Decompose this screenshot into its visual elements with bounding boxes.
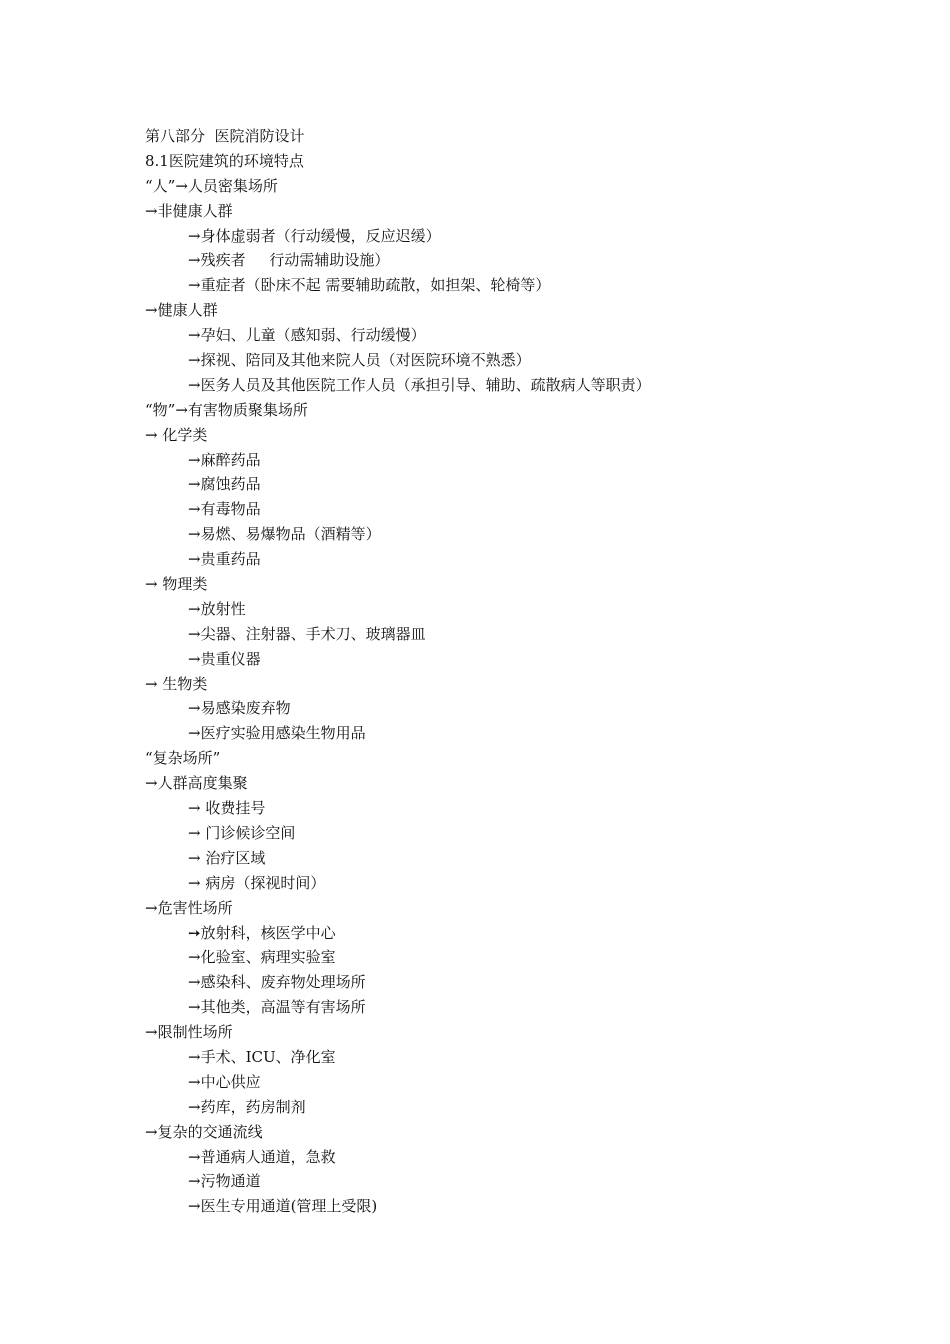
outline-subitem: →重症者（卧床不起 需要辅助疏散，如担架、轮椅等） [188, 276, 551, 295]
outline-item: →健康人群 [145, 301, 218, 320]
outline-subitem: →化验室、病理实验室 [188, 948, 336, 967]
outline-subitem: →身体虚弱者（行动缓慢，反应迟缓） [188, 226, 441, 245]
outline-subitem: →尖器、注射器、手术刀、玻璃器皿 [188, 624, 426, 643]
document-body [145, 124, 905, 1219]
outline-item: →复杂的交通流线 [145, 1122, 263, 1141]
outline-subitem: →有毒物品 [188, 500, 261, 519]
outline-item: “复杂场所” [145, 749, 221, 768]
outline-item: “人”→人员密集场所 [145, 176, 278, 195]
outline-subitem: →医生专用通道(管理上受限) [188, 1197, 378, 1216]
outline-item: →人群高度集聚 [145, 774, 248, 793]
outline-subitem: →探视、陪同及其他来院人员（对医院环境不熟悉） [188, 351, 531, 370]
outline-subitem: →贵重仪器 [188, 649, 261, 668]
outline-item: →非健康人群 [145, 201, 233, 220]
outline-subitem: →腐蚀药品 [188, 475, 261, 494]
outline-subitem: →医务人员及其他医院工作人员（承担引导、辅助、疏散病人等职责） [188, 375, 651, 394]
outline-subitem: →孕妇、儿童（感知弱、行动缓慢） [188, 326, 426, 345]
outline-subitem: →药库，药房制剂 [188, 1097, 306, 1116]
outline-subitem: →中心供应 [188, 1072, 261, 1091]
outline-item: “物”→有害物质聚集场所 [145, 400, 308, 419]
outline-subitem: →残疾者 行动需辅助设施） [188, 251, 390, 270]
outline-subitem: →医疗实验用感染生物用品 [188, 724, 366, 743]
outline-subitem: ➙放射科，核医学中心 [188, 923, 336, 942]
document-title: 第八部分 医院消防设计 [145, 127, 305, 145]
outline-item: → 化学类 [145, 425, 208, 444]
outline-subitem: →感染科、废弃物处理场所 [188, 973, 366, 992]
outline-subitem: →污物通道 [188, 1172, 261, 1191]
outline-subitem: →其他类，高温等有害场所 [188, 998, 366, 1017]
outline-subitem: →手术、ICU、净化室 [188, 1047, 336, 1066]
outline-subitem: →普通病人通道，急救 [188, 1147, 336, 1166]
outline-subitem: →放射性 [188, 599, 246, 618]
outline-item: →危害性场所 [145, 898, 233, 917]
outline-item: →限制性场所 [145, 1023, 233, 1042]
outline-item: → 物理类 [145, 575, 208, 594]
outline-subitem: → 收费挂号 [188, 799, 266, 818]
outline-item: → 生物类 [145, 674, 208, 693]
outline-subitem: →易感染废弃物 [188, 699, 291, 718]
outline-subitem: →麻醉药品 [188, 450, 261, 469]
outline-subitem: → 病房（探视时间） [188, 873, 326, 892]
section-heading: 8.1医院建筑的环境特点 [145, 151, 304, 170]
outline-subitem: → 门诊候诊空间 [188, 823, 296, 842]
outline-subitem: →贵重药品 [188, 550, 261, 569]
outline-subitem: →易燃、易爆物品（酒精等） [188, 525, 381, 544]
outline-subitem: → 治疗区域 [188, 848, 266, 867]
